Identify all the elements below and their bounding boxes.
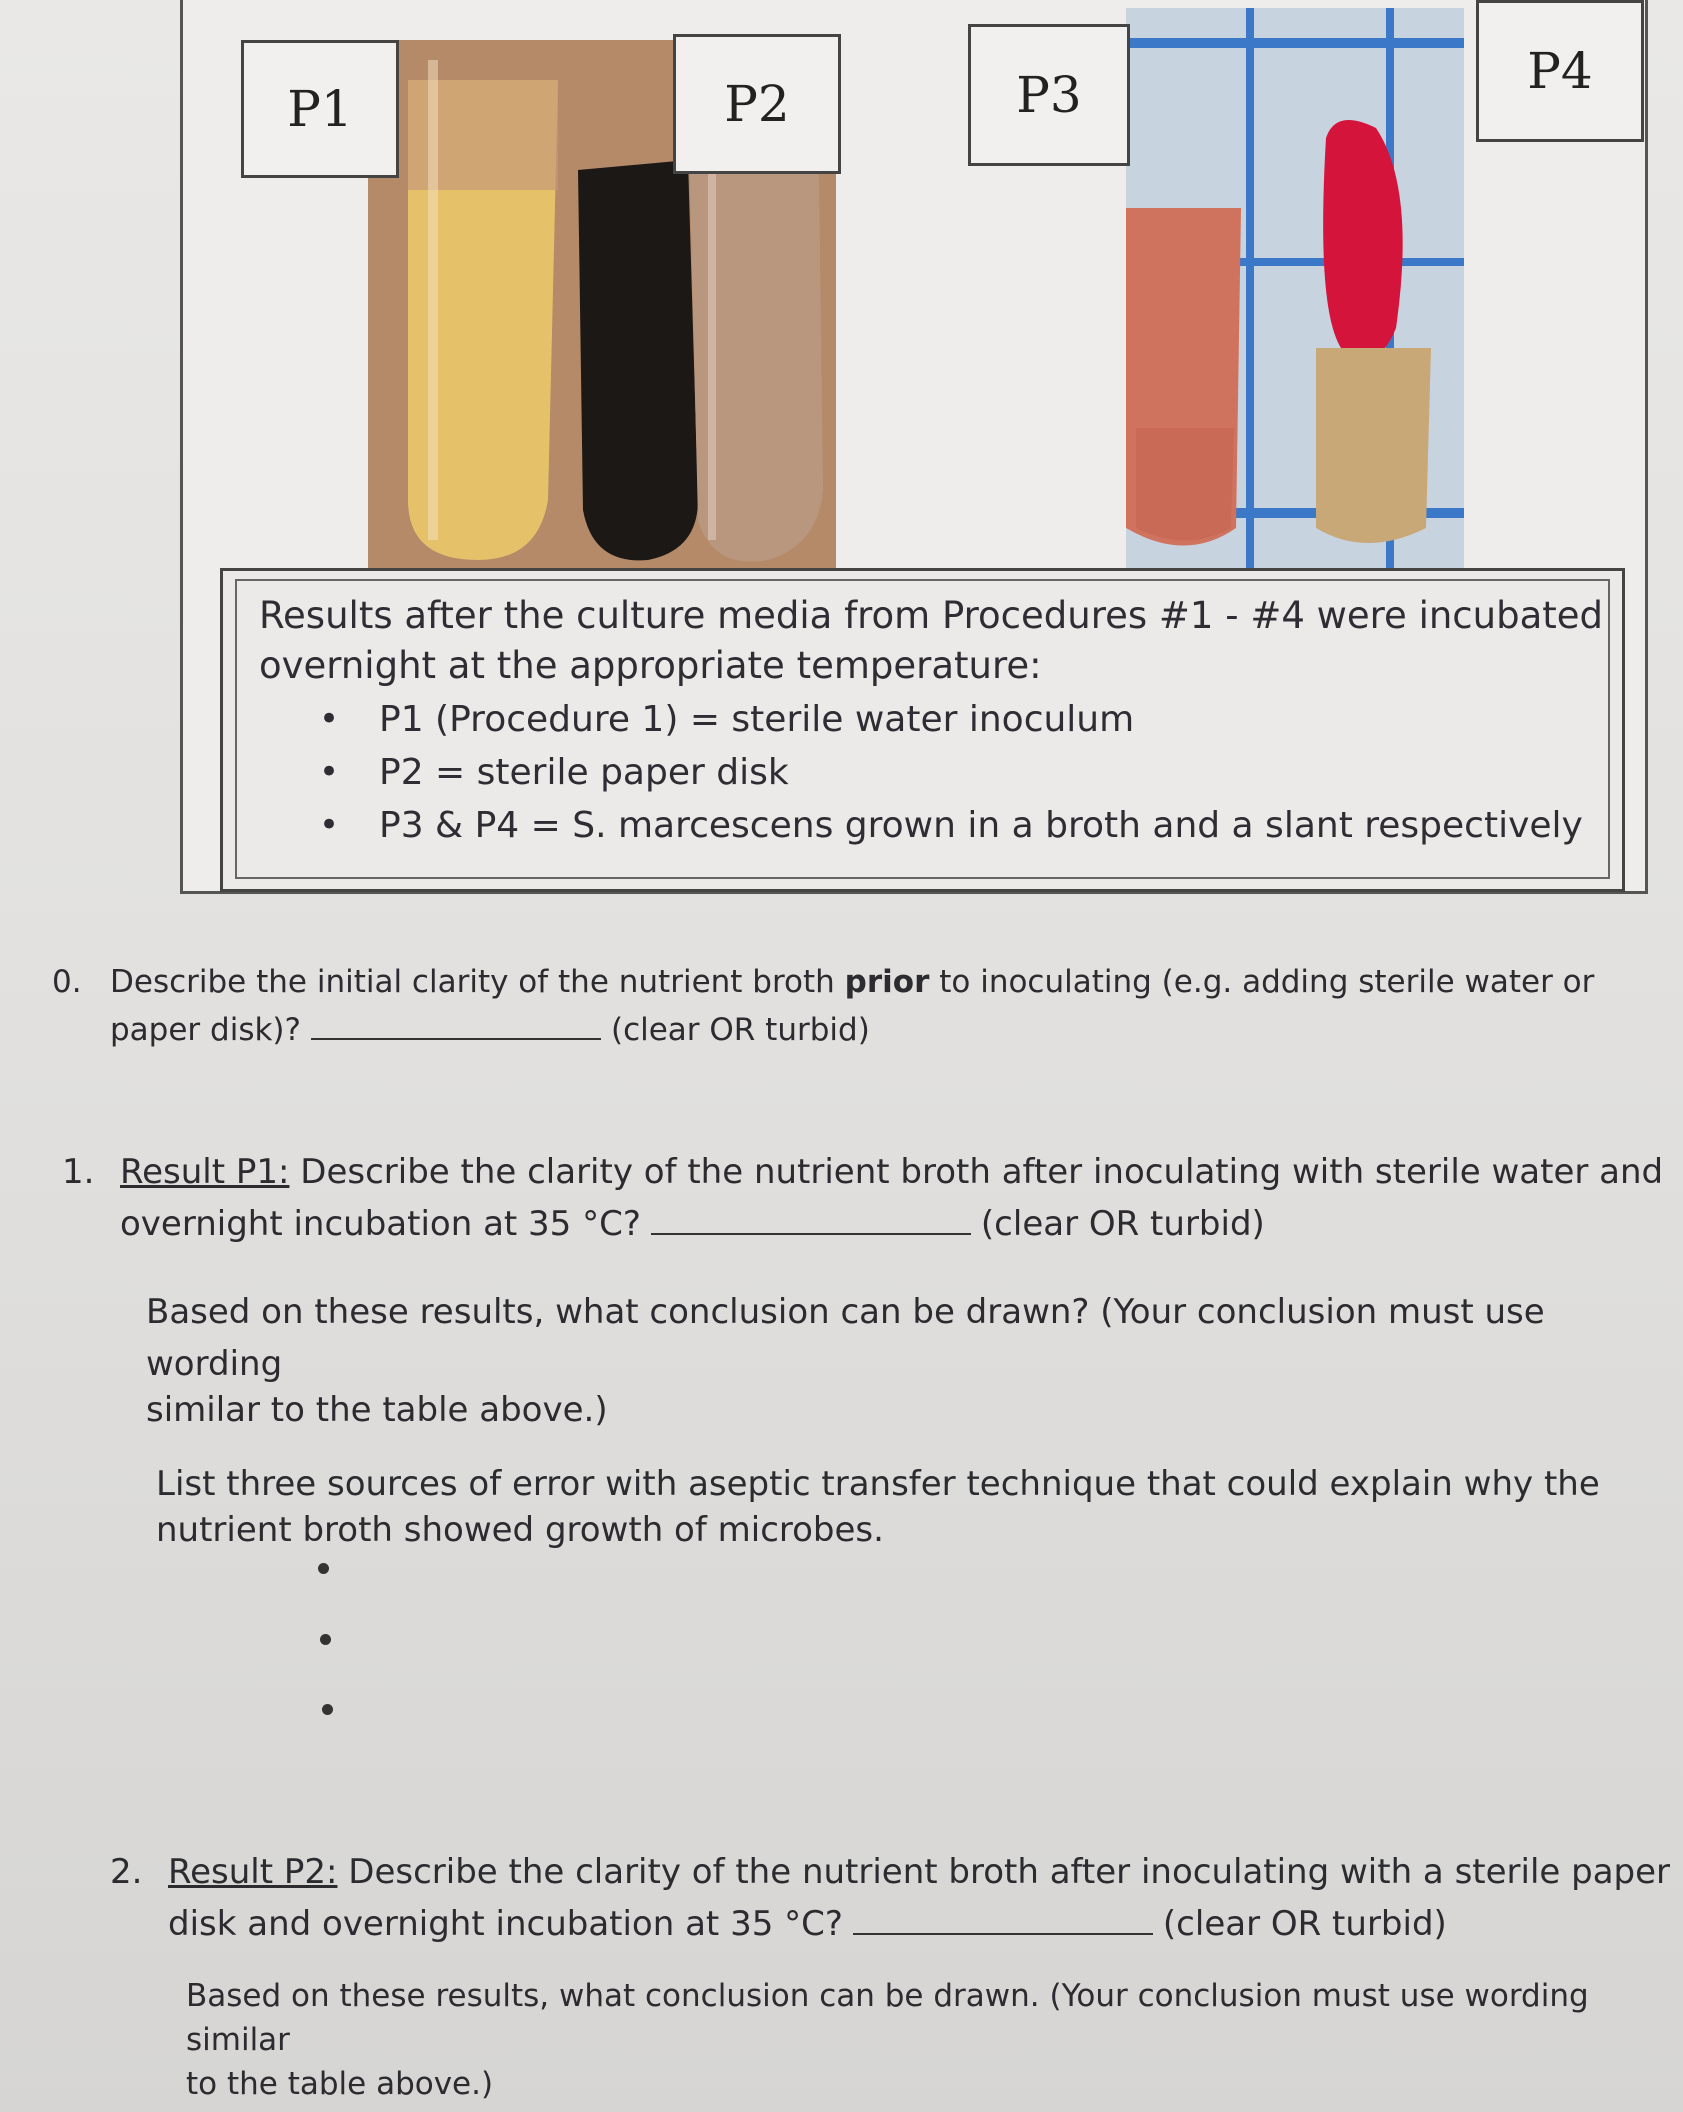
label-p3: P3 <box>968 24 1130 166</box>
error-bullet-3 <box>322 1704 333 1715</box>
label-p2: P2 <box>673 34 841 174</box>
question-0-text-a: Describe the initial clarity of the nutrient broth <box>110 964 845 1000</box>
question-2-line-2: disk and overnight incubation at 35 °C? <box>168 1904 843 1944</box>
question-2 <box>110 1846 1670 1950</box>
caption-line-2: overnight at the appropriate temperature: <box>259 644 1042 687</box>
error-bullet-2 <box>320 1634 331 1645</box>
question-1-choice: (clear OR turbid) <box>980 1204 1265 1244</box>
caption-bullet-p3-p4: • P3 & P4 = S. marcescens grown in a broth and a slant respectively <box>259 799 1603 852</box>
question-1-errors-line-1: List three sources of error with aseptic transfer technique that could explain why the <box>156 1464 1600 1504</box>
question-2-line-1: Describe the clarity of the nutrient broth after inoculating with a sterile paper <box>337 1852 1671 1892</box>
question-1-result-label: Result P1: <box>120 1152 290 1192</box>
question-1-conclusion-line-2: similar to the table above.) <box>146 1390 608 1430</box>
question-0-text-b: to inoculating (e.g. adding sterile water or <box>929 964 1595 1000</box>
question-2-conclusion <box>186 1974 1683 2106</box>
question-1-number: 1. <box>62 1152 95 1192</box>
question-0-line-2: paper disk)? <box>110 1012 301 1048</box>
question-0-answer-blank[interactable] <box>311 1008 601 1040</box>
caption-bullet-p1: • P1 (Procedure 1) = sterile water inoculum <box>259 693 1603 746</box>
caption-bullet-p2: • P2 = sterile paper disk <box>259 746 1603 799</box>
label-p4: P4 <box>1476 0 1644 142</box>
question-2-answer-blank[interactable] <box>853 1903 1153 1935</box>
caption-line-1: Results after the culture media from Procedures #1 - #4 were incubated <box>259 594 1604 637</box>
question-2-conclusion-line-1: Based on these results, what conclusion can be drawn. (Your conclusion must use wording similar <box>186 1978 1589 2058</box>
question-1-line-1: Describe the clarity of the nutrient broth after inoculating with sterile water and <box>289 1152 1664 1192</box>
question-0-prior: prior <box>844 964 930 1000</box>
results-caption-box <box>220 568 1625 892</box>
question-1 <box>62 1146 1663 1250</box>
label-p1: P1 <box>241 40 399 178</box>
question-2-choice: (clear OR turbid) <box>1162 1904 1447 1944</box>
question-0-choice: (clear OR turbid) <box>610 1012 870 1048</box>
error-bullet-1 <box>318 1563 329 1574</box>
question-1-answer-blank[interactable] <box>651 1203 971 1235</box>
question-2-number: 2. <box>110 1852 143 1892</box>
question-1-conclusion <box>146 1286 1683 1436</box>
caption-text <box>259 591 1603 852</box>
question-1-line-2: overnight incubation at 35 °C? <box>120 1204 641 1244</box>
question-1-conclusion-line-1: Based on these results, what conclusion can be drawn? (Your conclusion must use wording <box>146 1292 1545 1384</box>
question-1-errors-line-2: nutrient broth showed growth of microbes. <box>156 1510 884 1550</box>
question-2-conclusion-line-2: to the table above.) <box>186 2066 494 2102</box>
question-0 <box>52 958 1594 1054</box>
question-0-number: 0. <box>52 964 82 1000</box>
caption-bullet-list <box>259 693 1603 852</box>
tubes-p3-p4-photo <box>1126 8 1464 568</box>
question-1-errors <box>156 1458 1600 1556</box>
question-2-result-label: Result P2: <box>168 1852 338 1892</box>
